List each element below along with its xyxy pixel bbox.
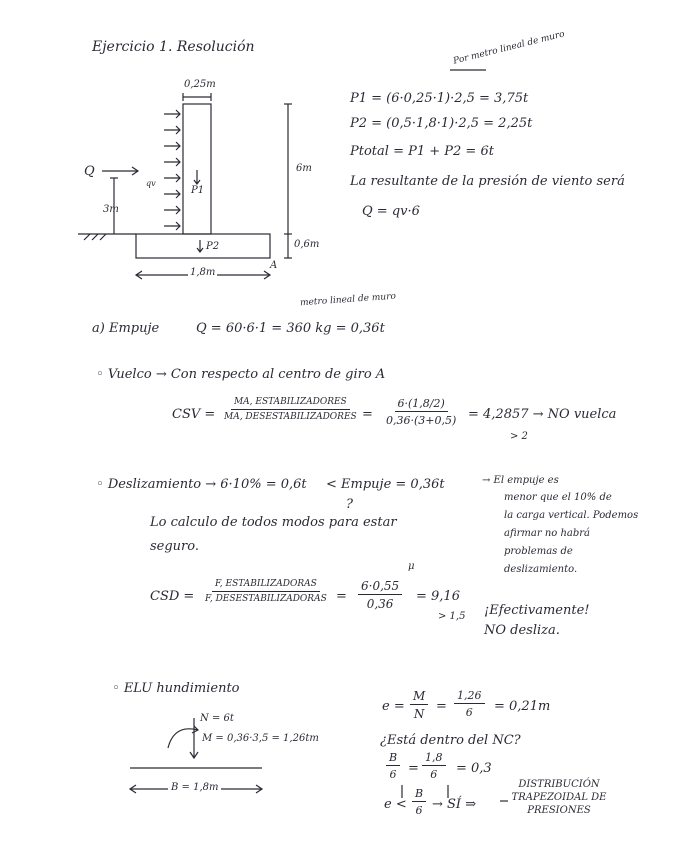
comparison-question: ?: [346, 497, 353, 512]
csd-numerator: F, ESTABILIZADORAS: [212, 580, 320, 592]
side-note-line: la carga vertical. Podemos: [504, 510, 639, 521]
elu-label: [112, 682, 240, 695]
pivot-point-label: A: [270, 260, 278, 271]
deslizamiento-note-1: Lo calculo de todos modos para estar: [150, 515, 397, 530]
empuje-value: Empuje = 0,36t: [341, 477, 445, 492]
weight-p2: P2 = (0,5·1,8·1)·2,5 = 2,25t: [350, 116, 533, 131]
csv-fraction-values: [386, 398, 456, 426]
footing-length-label: 1,8m: [190, 267, 216, 278]
p2-arrow: [197, 240, 203, 252]
page-title: Ejercicio 1. Resolución: [92, 39, 255, 55]
empuje-equation: Q = 60·6·1 = 360 kg = 0,36t: [196, 321, 385, 336]
empuje-label: a) Empuje: [92, 321, 160, 336]
csd-fraction: [205, 580, 327, 604]
csd-conclusion-1: ¡Efectivamente!: [484, 603, 590, 618]
elu-moment-label: M = 0,36·3,5 = 1,26tm: [202, 733, 319, 744]
deslizamiento-comparison: [326, 478, 445, 491]
distribution-line: TRAPEZOIDAL DE: [511, 792, 607, 803]
resultant-q-label: Q: [84, 164, 95, 179]
deslizamiento-text: Deslizamiento → 6·10% = 0,6t: [107, 477, 307, 492]
lever-arm-label: 3m: [103, 204, 119, 215]
eccentricity-den-value: 6: [465, 706, 473, 719]
vuelco-label: [96, 368, 385, 381]
p2-label: P2: [206, 241, 220, 252]
eccentricity-num: M: [410, 690, 428, 705]
wall-width-label: 0,25m: [184, 79, 216, 90]
wall-height-label: 6m: [296, 163, 312, 174]
b-sixth-num: B: [386, 752, 400, 766]
wind-pressure-label: qv: [146, 179, 156, 188]
per-meter-note: Por metro lineal de muro: [452, 29, 566, 67]
condition-num: B: [412, 788, 426, 802]
side-note-line: problemas de: [504, 546, 573, 557]
bullet: ◦: [112, 681, 124, 696]
weight-p1: P1 = (6·0,25·1)·2,5 = 3,75t: [350, 91, 529, 106]
core-question: ¿Está dentro del NC?: [380, 733, 521, 748]
side-note-line: afirmar no habrá: [504, 528, 591, 539]
csd-conclusion-2: NO desliza.: [484, 623, 560, 638]
condition-result: → SÍ ⇒: [432, 797, 477, 812]
elu-normal-label: N = 6t: [200, 713, 234, 724]
wall-stem: [183, 104, 211, 234]
csd-den-values: 0,36: [366, 597, 394, 611]
condition-den: 6: [415, 804, 423, 817]
csv-numerator: MA, ESTABILIZADORES: [231, 398, 350, 410]
b-sixth-den-value: 6: [430, 768, 438, 781]
csd-label: CSD =: [150, 589, 195, 604]
wind-pressure-arrows: [164, 110, 180, 230]
eccentricity-equals: =: [436, 699, 447, 714]
eccentricity-label: e =: [382, 699, 405, 714]
csd-num-values: 6·0,55: [358, 580, 402, 595]
footing-height-label: 0,6m: [294, 239, 320, 250]
mu-label: μ: [408, 561, 415, 572]
csv-label: CSV =: [172, 407, 216, 422]
elu-base-label: B = 1,8m: [168, 783, 221, 793]
deslizamiento-note-2: seguro.: [150, 539, 200, 554]
deslizamiento-label: [96, 478, 307, 491]
condition-label: e <: [384, 797, 407, 812]
csd-equals: =: [336, 589, 347, 604]
eccentricity-num-value: 1,26: [454, 690, 485, 704]
csd-result: = 9,16: [416, 589, 460, 604]
distribution-line: PRESIONES: [527, 805, 591, 816]
elu-normal-arrow: [190, 718, 198, 758]
p1-label: P1: [191, 185, 205, 196]
csv-fraction: [224, 398, 357, 422]
csv-check: > 2: [510, 431, 528, 442]
csd-denominator: F, DESESTABILIZADORAS: [205, 594, 327, 604]
bullet: ◦: [96, 367, 108, 382]
vuelco-text: Vuelco → Con respecto al centro de giro A: [107, 367, 386, 382]
csv-result: = 4,2857 → NO vuelca: [468, 407, 617, 422]
resultant-q-arrow: [102, 167, 138, 175]
bullet: ◦: [96, 477, 108, 492]
q-equation: Q = qv·6: [362, 204, 420, 219]
wall-footing: [136, 234, 270, 258]
eccentricity-fraction: [410, 690, 428, 720]
distribution-note: [504, 780, 614, 816]
csv-den-values: 0,36·(3+0,5): [386, 414, 457, 427]
csv-denominator: MA, DESESTABILIZADORES: [224, 412, 357, 422]
eccentricity-result: = 0,21m: [494, 699, 551, 714]
weight-total: Ptotal = P1 + P2 = 6t: [350, 144, 494, 159]
eccentricity-den: N: [413, 707, 425, 721]
csv-equals: =: [362, 407, 373, 422]
p1-arrow: [194, 170, 200, 184]
b-sixth-num-value: 1,8: [422, 752, 446, 766]
side-note-line: menor que el 10% de: [504, 492, 612, 503]
side-note-line: deslizamiento.: [504, 564, 578, 575]
csd-check: > 1,5: [438, 611, 466, 622]
empuje-note: metro lineal de muro: [299, 291, 397, 309]
eccentricity-fraction-values: [454, 690, 485, 718]
b-sixth-den: 6: [389, 768, 397, 781]
condition-fraction: [412, 788, 426, 816]
side-note-line: → El empuje es: [482, 475, 559, 486]
csd-fraction-values: [358, 580, 402, 610]
b-sixth-fraction: [386, 752, 400, 780]
b-sixth-result: = 0,3: [456, 761, 492, 776]
b-sixth-equals: =: [408, 761, 419, 776]
ground-hatch: [84, 234, 106, 240]
distribution-line: DISTRIBUCIÓN: [518, 779, 600, 790]
resultant-text: La resultante de la presión de viento será: [350, 174, 625, 189]
b-sixth-fraction-values: [422, 752, 446, 780]
less-than-sign: <: [326, 477, 342, 492]
elu-text: ELU hundimiento: [123, 681, 240, 696]
csv-num-values: 6·(1,8/2): [395, 398, 448, 412]
